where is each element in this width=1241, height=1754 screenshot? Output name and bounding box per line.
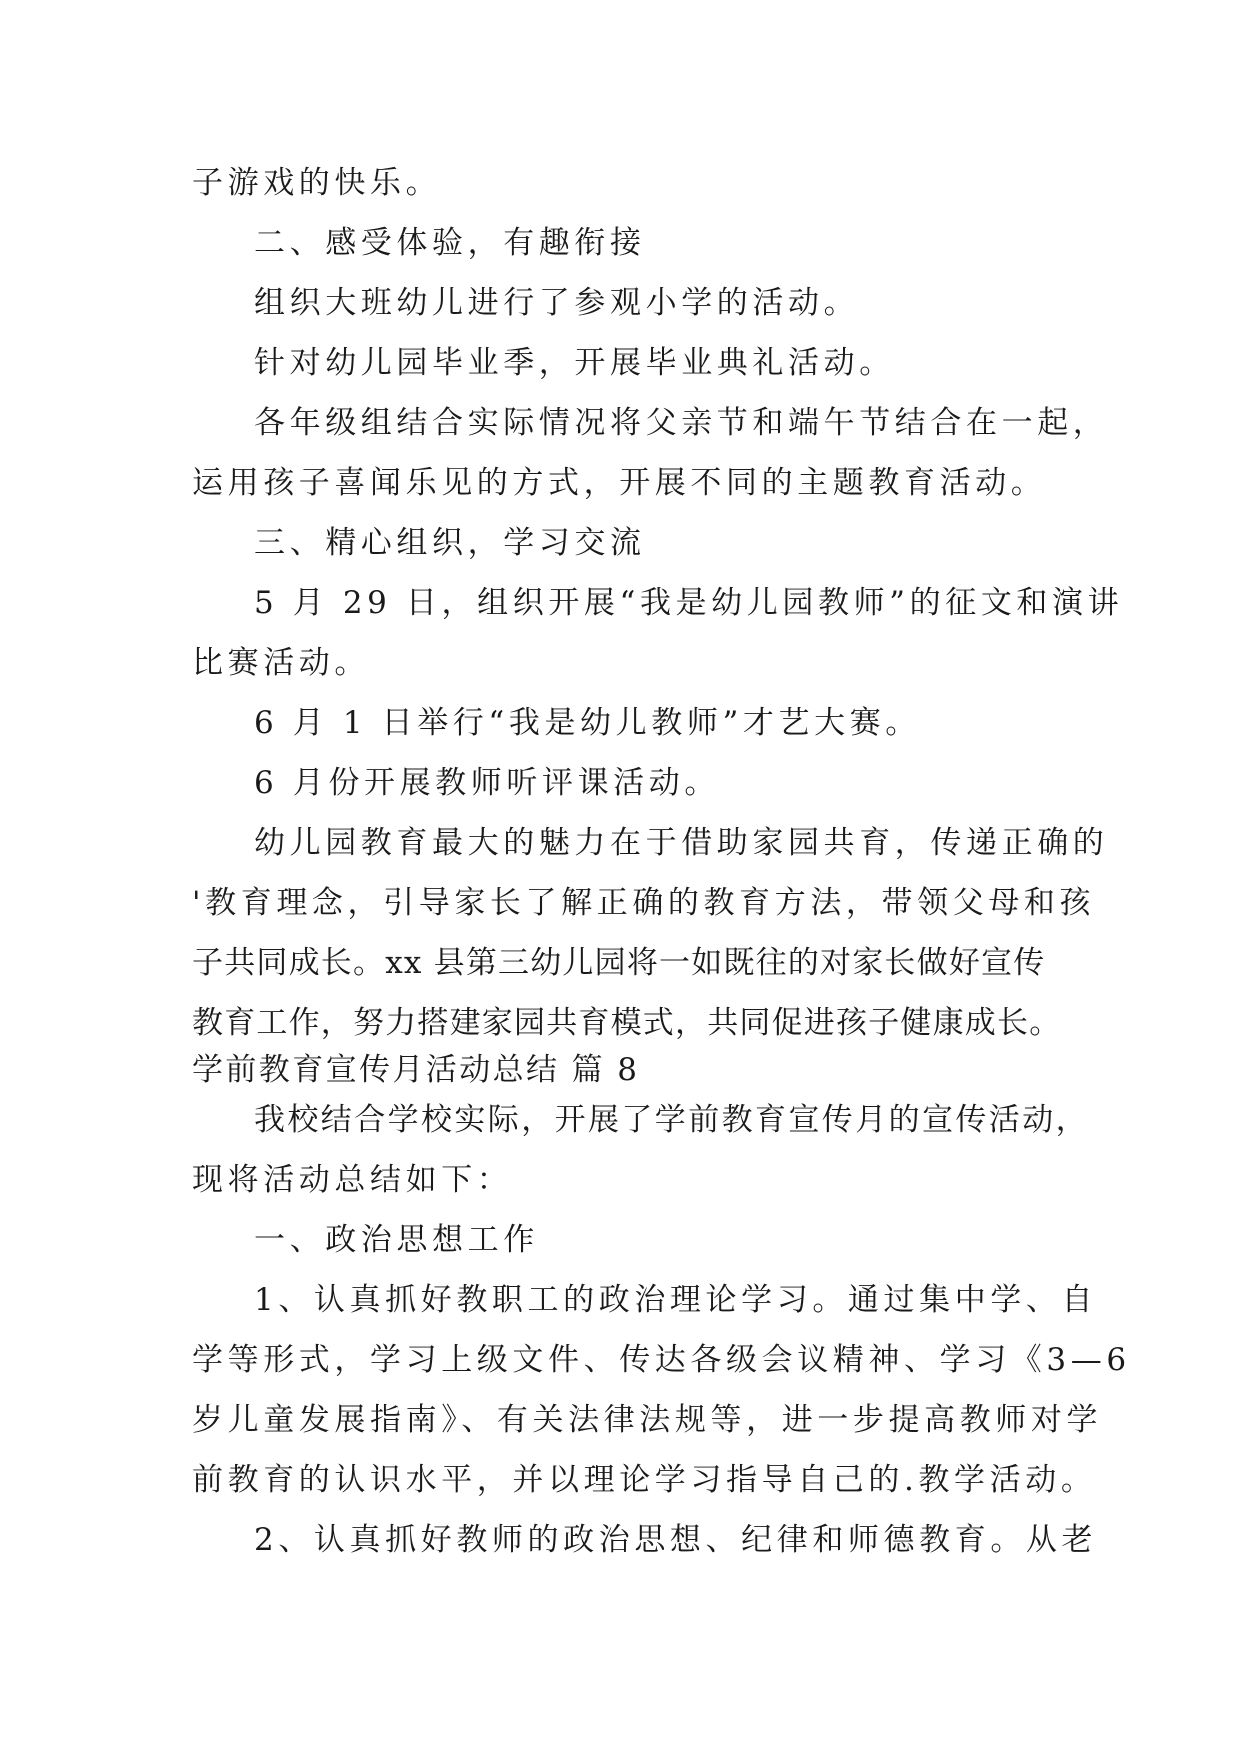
text-line: 运用孩子喜闻乐见的方式，开展不同的主题教育活动。 (192, 465, 1047, 501)
text-line: '教育理念，引导家长了解正确的教育方法，带领父母和孩 (192, 885, 1096, 921)
text-line: 岁儿童发展指南》、有关法律法规等，进一步提高教师对学 (192, 1402, 1103, 1438)
text-line: 我校结合学校实际，开展了学前教育宣传月的宣传活动， (254, 1102, 1089, 1138)
text-line: 教育工作，努力搭建家园共育模式，共同促进孩子健康成长。 (192, 1005, 1062, 1041)
text-line: 子游戏的快乐。 (192, 165, 442, 201)
article-title: 学前教育宣传月活动总结 篇 8 (192, 1052, 640, 1088)
text-line: 1、认真抓好教职工的政治理论学习。通过集中学、自 (254, 1282, 1098, 1318)
text-line: 前教育的认识水平，并以理论学习指导自己的.教学活动。 (192, 1462, 1097, 1498)
text-line: 幼儿园教育最大的魅力在于借助家园共育，传递正确的 (254, 825, 1109, 861)
text-line: 各年级组结合实际情况将父亲节和端午节结合在一起， (254, 405, 1109, 441)
text-line: 6 月份开展教师听评课活动。 (254, 765, 720, 801)
section-heading: 二、感受体验，有趣衔接 (254, 225, 646, 261)
text-line: 2、认真抓好教师的政治思想、纪律和师德教育。从老 (254, 1522, 1098, 1558)
text-line: 组织大班幼儿进行了参观小学的活动。 (254, 285, 860, 321)
text-line: 学等形式，学习上级文件、传达各级会议精神、学习《3—6 (192, 1342, 1131, 1378)
text-line: 子共同成长。xx 县第三幼儿园将一如既往的对家长做好宣传 (192, 945, 1046, 981)
text-line: 针对幼儿园毕业季，开展毕业典礼活动。 (254, 345, 895, 381)
text-line: 6 月 1 日举行“我是幼儿教师”才艺大赛。 (254, 705, 921, 741)
section-heading: 一、政治思想工作 (254, 1222, 539, 1258)
text-line: 比赛活动。 (192, 645, 370, 681)
text-line: 5 月 29 日，组织开展“我是幼儿园教师”的征文和演讲 (254, 585, 1124, 621)
section-heading: 三、精心组织，学习交流 (254, 525, 646, 561)
text-line: 现将活动总结如下： (192, 1162, 513, 1198)
